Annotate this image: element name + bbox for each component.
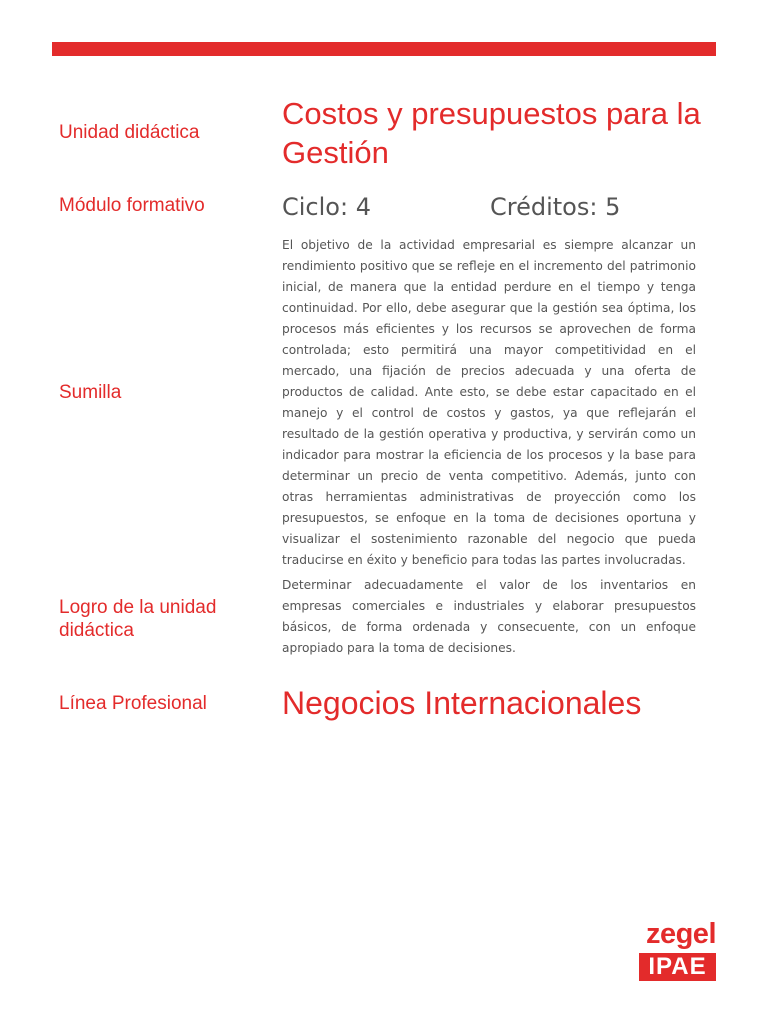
ciclo-value: Ciclo: 4 [282,193,371,221]
label-modulo-formativo: Módulo formativo [59,195,205,216]
label-logro: Logro de la unidad didáctica [59,597,217,641]
linea-profesional-value: Negocios Internacionales [282,685,642,721]
top-accent-bar [52,42,716,56]
unidad-titulo: Costos y presupuestos para la Gestión [282,96,701,170]
label-sumilla: Sumilla [59,382,122,403]
zegel-logo: zegel [645,918,716,950]
ipae-logo: IPAE [639,953,716,981]
sumilla-text: El objetivo de la actividad empresarial es siempre alcanzar un rendimiento positivo que se refleje en el incremento del patrimonio inicial, de manera que la entidad perdure en el tiempo y tenga continuidad. Por ello, debe asegurar que la gestión sea óptima, los procesos más eficientes y los recursos se aprovechen de forma controlada; esto permitirá una mayor competitividad en el mercado, una fijación de precios adecuada y una oferta de productos de calidad. Ante esto, se debe estar capacitado en el manejo y el control de costos y gastos, ya que reflejarán el resultado de la gestión operativa y productiva, y servirán como un indicador para mostrar la eficiencia de los procesos y la base para determinar un precio de venta competitivo. Además, junto con otras herramientas administrativas de proyección como los presupuestos, se enfoque en la toma de decisiones oportuna y visualizar el sostenimiento razonable del negocio que pueda traducirse en éxito y beneficio para todas las partes involucradas. [282,238,696,567]
label-unidad-didactica: Unidad didáctica [59,122,200,143]
creditos-value: Créditos: 5 [490,193,621,221]
label-linea-profesional: Línea Profesional [59,693,207,714]
logro-text: Determinar adecuadamente el valor de los inventarios en empresas comerciales e industriales y elaborar presupuestos básicos, de forma ordenada y consecuente, con un enfoque apropiado para la toma de decisiones. [282,578,696,655]
